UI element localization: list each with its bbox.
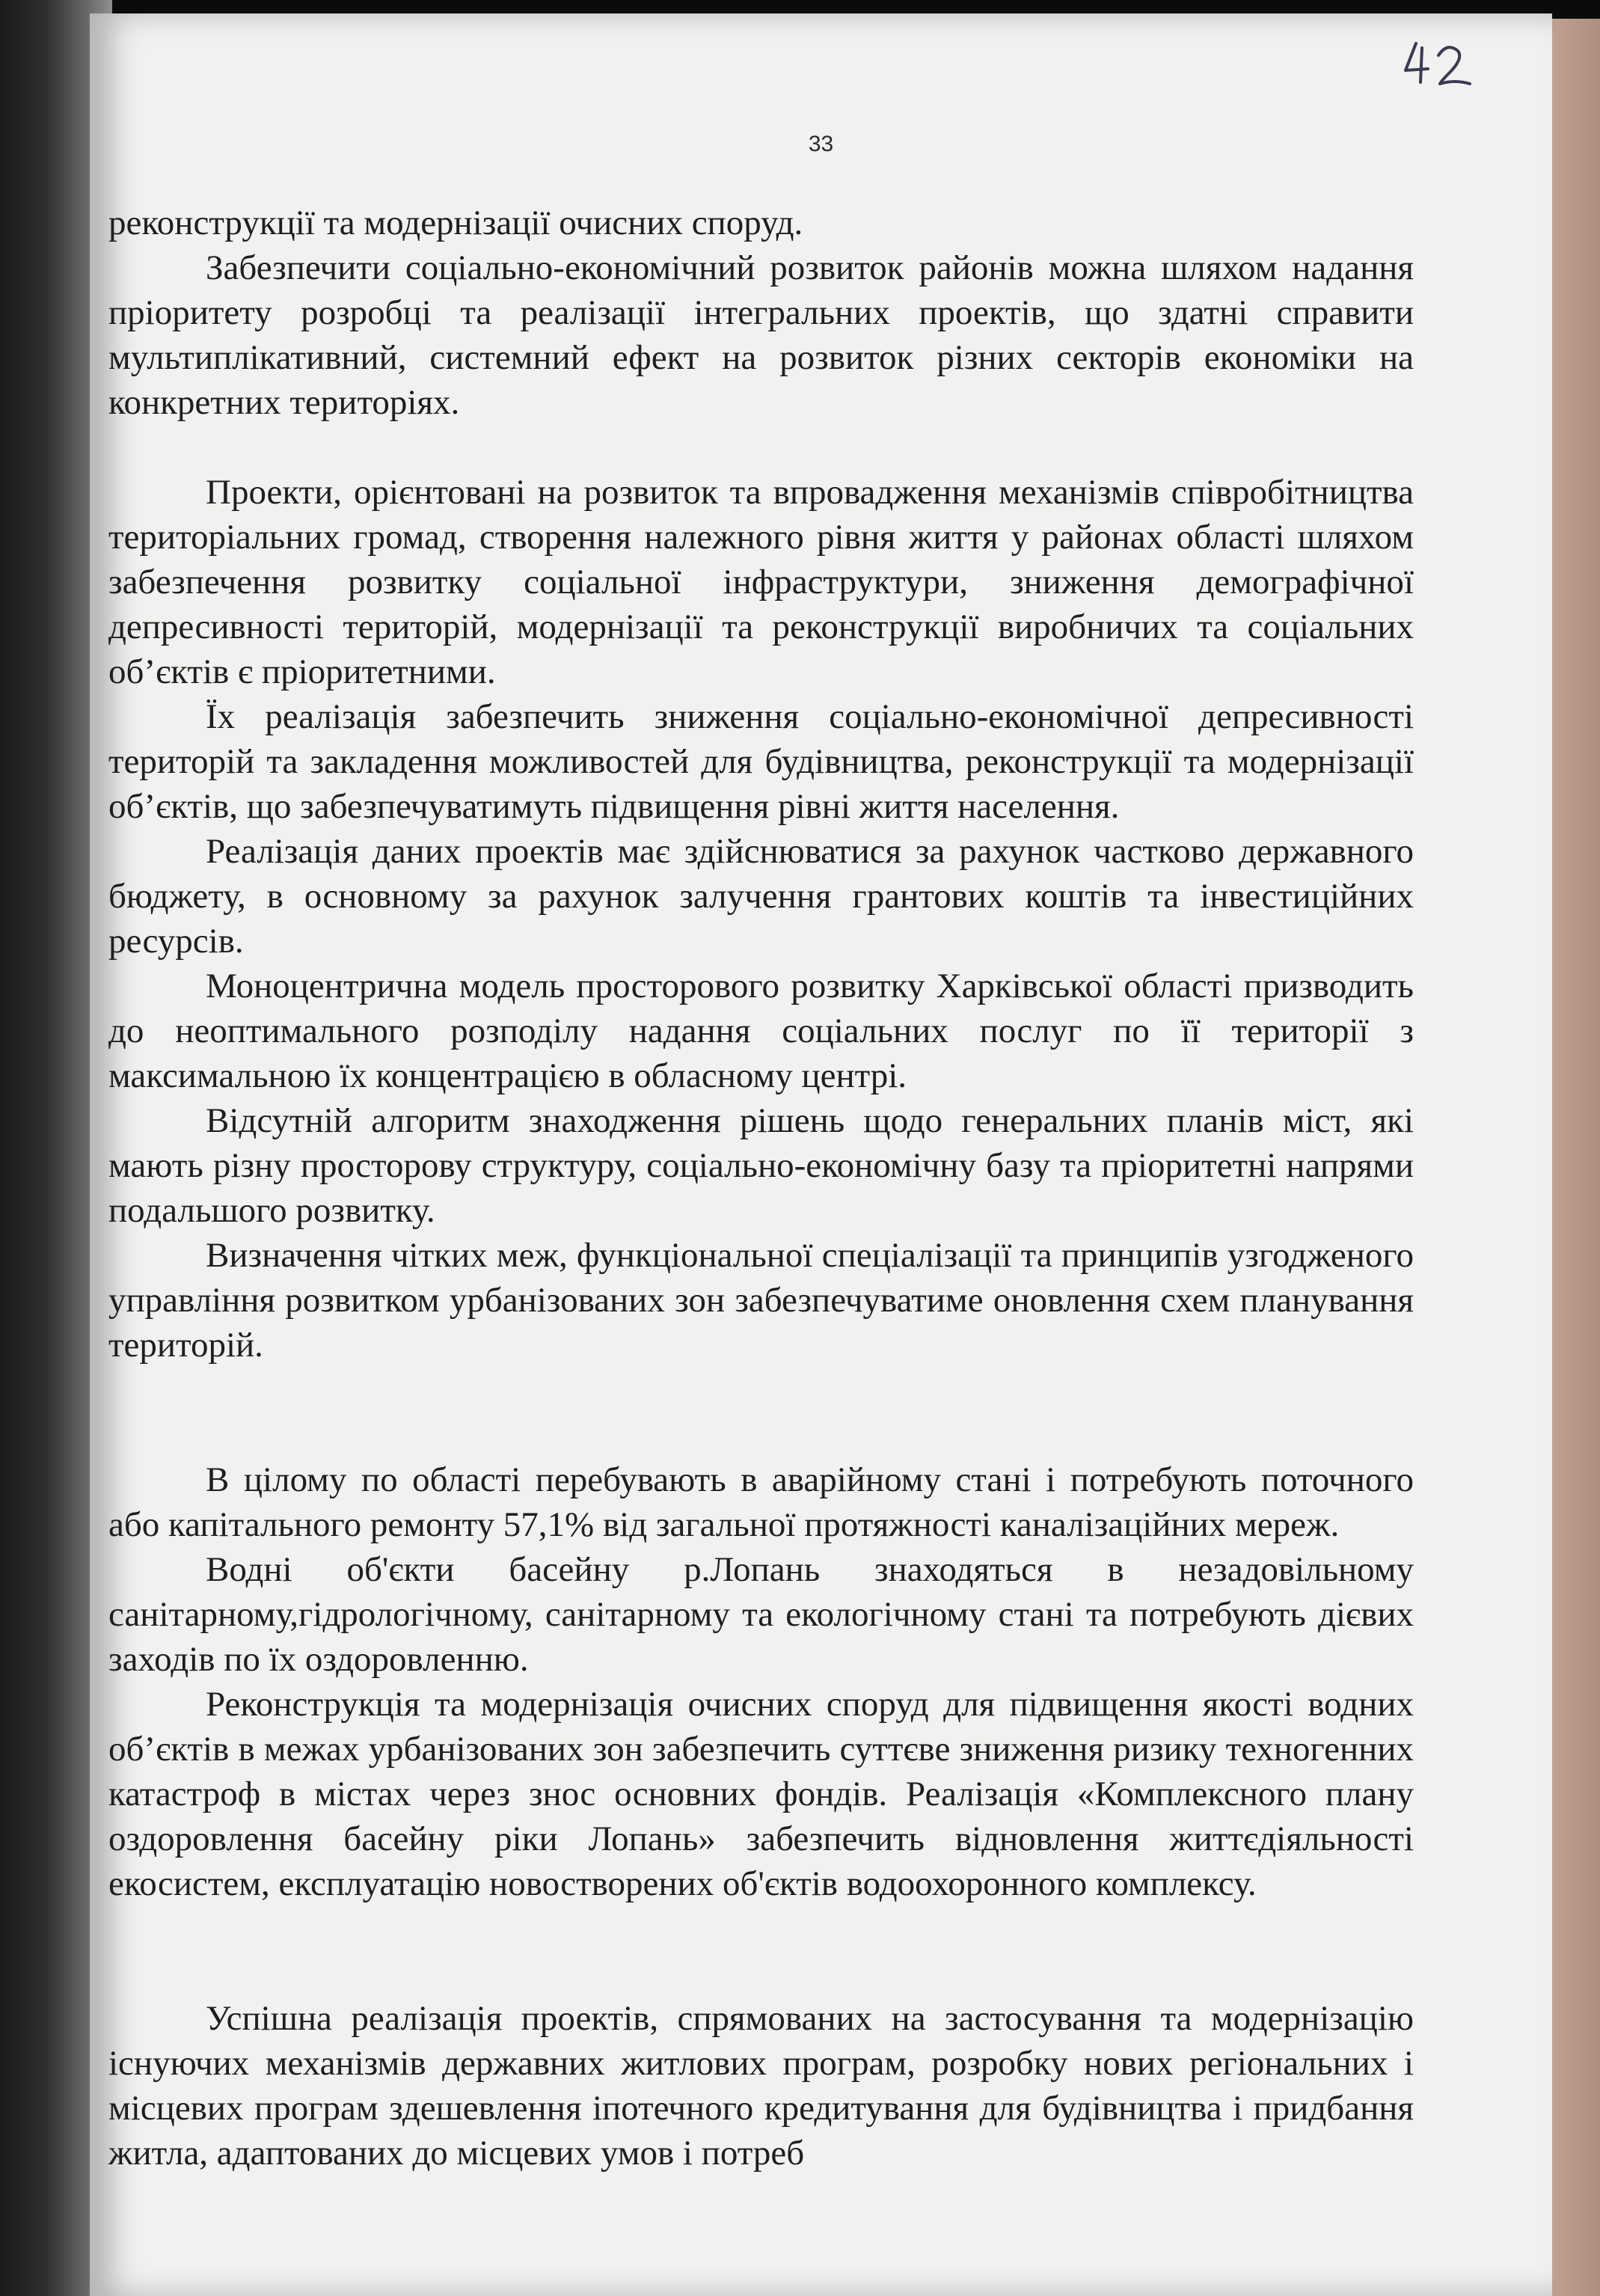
document-body bbox=[108, 200, 1414, 2176]
paragraph: Відсутній алгоритм знаходження рішень щодо генеральних планів міст, які мають різну просторову структуру, соціально-економічну базу та пріоритетні напрями подальшого розвитку. bbox=[108, 1101, 1414, 1230]
paragraph: Успішна реалізація проектів, спрямованих на застосування та модернізацію існуючих механізмів державних житлових програм, розробку нових регіональних і місцевих програм здешевлення іпотечного кредитування для будівництва і придбання житла, адаптованих до місцевих умов і потреб bbox=[108, 1999, 1414, 2173]
paragraph: Реалізація даних проектів має здійснюватися за рахунок частково державного бюджету, в основному за рахунок залучення грантових коштів та інвестиційних ресурсів. bbox=[108, 832, 1414, 961]
paragraph: Забезпечити соціально-економічний розвиток районів можна шляхом надання пріоритету розробці та реалізації інтегральних проектів, що здатні справити мультиплікативний, системний ефект на розвиток різних секторів економіки на конкретних територіях. bbox=[108, 248, 1414, 422]
printed-page-number: 33 bbox=[808, 132, 834, 156]
paragraph: Їх реалізація забезпечить зниження соціально-економічної депресивності територій та закладення можливостей для будівництва, реконструкції та модернізації об’єктів, що забезпечуватимуть підвищення рівні життя населення. bbox=[108, 697, 1414, 826]
handwritten-page-number bbox=[1395, 34, 1485, 94]
document-page bbox=[90, 13, 1552, 2296]
paragraph: Моноцентрична модель просторового розвитку Харківської області призводить до неоптимального розподілу надання соціальних послуг по її території з максимальною їх концентрацією в обласному центрі. bbox=[108, 967, 1414, 1095]
paragraph: Реконструкція та модернізація очисних споруд для підвищення якості водних об’єктів в межах урбанізованих зон забезпечить суттєве зниження ризику техногенних катастроф в містах через знос основних фондів. Реалізація «Комплексного плану оздоровлення басейну ріки Лопань» забезпечить відновлення життєдіяльності екосистем, експлуатацію новостворених об'єктів водоохоронного комплексу. bbox=[108, 1685, 1414, 1903]
paragraph: Визначення чітких меж, функціональної спеціалізації та принципів узгодженого управління розвитком урбанізованих зон забезпечуватиме оновлення схем планування територій. bbox=[108, 1236, 1414, 1365]
paragraph: реконструкції та модернізації очисних споруд. bbox=[108, 203, 803, 242]
paragraph: Водні об'єкти басейну р.Лопань знаходяться в незадовільному санітарному,гідрологічному, санітарному та екологічному стані та потребують дієвих заходів по їх оздоровленню. bbox=[108, 1550, 1414, 1679]
paragraph: В цілому по області перебувають в аварійному стані і потребують поточного або капітального ремонту 57,1% від загальної протяжності каналізаційних мереж. bbox=[108, 1460, 1414, 1544]
paragraph: Проекти, орієнтовані на розвиток та впровадження механізмів співробітництва територіальних громад, створення належного рівня життя у районах області шляхом забезпечення розвитку соціальної інфраструктури, зниження демографічної депресивності територій, модернізації та реконструкції виробничих та соціальних об’єктів є пріоритетними. bbox=[108, 473, 1414, 691]
